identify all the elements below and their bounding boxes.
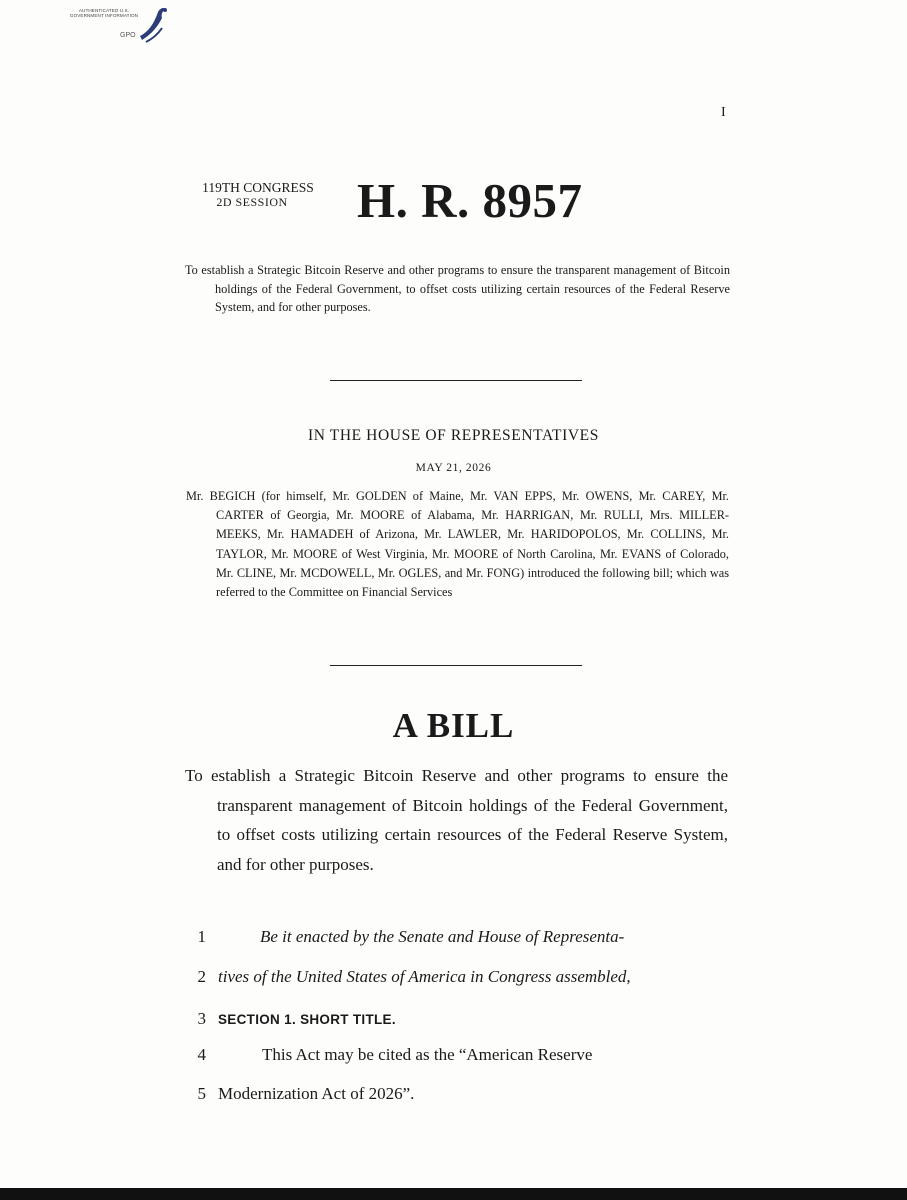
bill-line bbox=[0, 1084, 907, 1114]
bill-line bbox=[0, 1009, 907, 1039]
divider bbox=[330, 380, 582, 381]
line-number: 1 bbox=[197, 927, 206, 946]
bill-number: H. R. 8957 bbox=[357, 173, 583, 228]
bill-summary-text: To establish a Strategic Bitcoin Reserve and other programs to ensure the transparent management of Bitcoin holdings of the Federal Government, to offset costs utilizing certain resources of the Federal Reserve System, and for other purposes. bbox=[185, 263, 730, 315]
section-heading: SECTION 1. SHORT TITLE. bbox=[218, 1012, 396, 1027]
congress-session bbox=[183, 180, 333, 210]
sponsors-block bbox=[186, 487, 729, 602]
long-title bbox=[185, 761, 728, 879]
session-label: 2D SESSION bbox=[216, 195, 288, 209]
gpo-seal-text: AUTHENTICATED U.S. GOVERNMENT INFORMATION bbox=[69, 8, 139, 19]
bill-line bbox=[0, 1045, 907, 1075]
bill-heading: A BILL bbox=[392, 706, 515, 745]
short-title-line: Modernization Act of 2026”. bbox=[218, 1084, 415, 1103]
bill-line bbox=[0, 967, 907, 997]
line-number: 3 bbox=[197, 1009, 206, 1028]
bill-summary bbox=[185, 261, 730, 317]
line-number: 5 bbox=[197, 1084, 206, 1103]
congress-label: 119TH CONGRESS bbox=[202, 180, 314, 195]
page-mark: I bbox=[721, 105, 726, 120]
sponsors-text: Mr. BEGICH (for himself, Mr. GOLDEN of Maine, Mr. VAN EPPS, Mr. OWENS, Mr. CAREY, Mr. CARTER of Georgia, Mr. MOORE of Alabama, Mr. HARRIGAN, Mr. RULLI, Mrs. MILLER-MEEKS, Mr. HAMADEH of Arizona, Mr. LAWLER, Mr. HARIDOPOLOS, Mr. COLLINS, Mr. TAYLOR, Mr. MOORE of West Virginia, Mr. MOORE of North Carolina, Mr. EVANS of Colorado, Mr. CLINE, Mr. MCDOWELL, Mr. OGLES, and Mr. FONG) introduced the following bill; which was referred to the Committee on Financial Services bbox=[186, 489, 729, 600]
gpo-label: GPO bbox=[120, 32, 136, 39]
bottom-bar bbox=[0, 1188, 907, 1200]
line-number: 4 bbox=[197, 1045, 206, 1064]
gpo-seal bbox=[62, 6, 172, 48]
long-title-text: To establish a Strategic Bitcoin Reserve and other programs to ensure the transparent management of Bitcoin holdings of the Federal Government, to offset costs utilizing certain resources of the Federal Reserve System, and for other purposes. bbox=[185, 766, 728, 874]
chamber-title: IN THE HOUSE OF REPRESENTATIVES bbox=[308, 427, 599, 444]
enacting-clause-line: Be it enacted by the Senate and House of Representa- bbox=[260, 927, 625, 946]
eagle-icon bbox=[136, 6, 170, 46]
divider bbox=[330, 665, 582, 666]
short-title-line: This Act may be cited as the “American Reserve bbox=[262, 1045, 593, 1064]
bill-line bbox=[0, 927, 907, 957]
enacting-clause-line: tives of the United States of America in Congress assembled, bbox=[218, 967, 631, 986]
introduction-date: MAY 21, 2026 bbox=[415, 462, 492, 474]
line-number: 2 bbox=[197, 967, 206, 986]
